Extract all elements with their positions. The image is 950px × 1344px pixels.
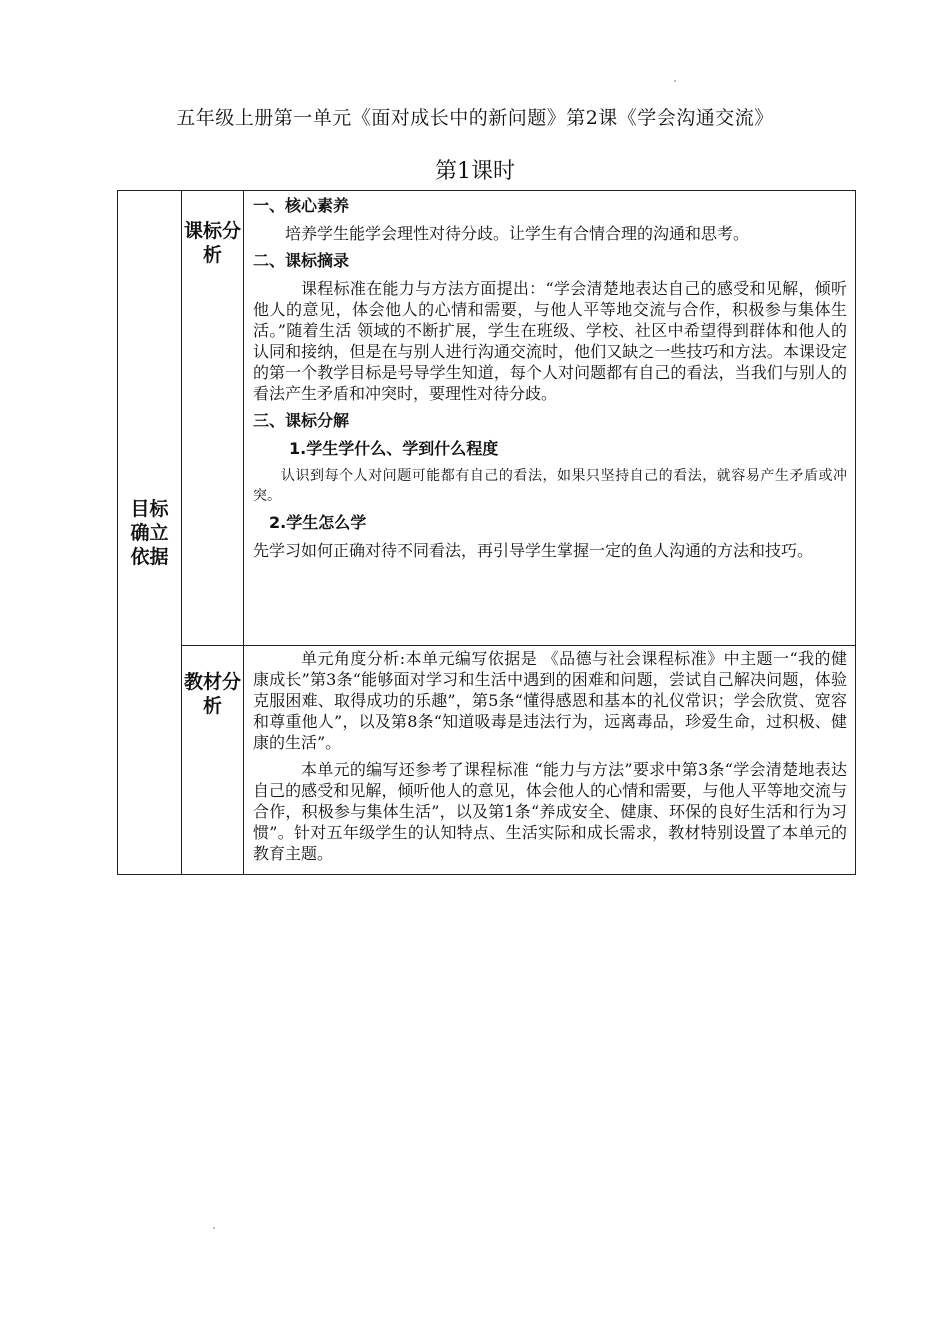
page-mark [674, 80, 676, 82]
section-label-cell [182, 646, 244, 875]
paragraph-standard-excerpt: 课程标准在能力与方法方面提出：“学会清楚地表达自己的感受和见解，倾听他人的意见，体会他人的心情和需要，与他人平等地交流与合作，积极参与集体生活。”随着生活 领域的不断扩展，学生在班级、学校、社区中希望得到群体和他人的认同和接纳，但是在与别人进行沟通交流时，他们又缺之一些技巧和方法。本课设定的第一个教学目标是号导学生知道，每个人对问题都有自己的看法，当我们与别人的看法产生矛盾和冲突时，要理性对待分歧。 [253, 279, 847, 403]
paragraph-core-literacy: 培养学生能学会理性对待分歧。让学生有合情合理的沟通和思考。 [285, 224, 750, 243]
paragraph-standard-reference: 本单元的编写还参考了课程标准 “能力与方法”要求中第3条“学会清楚地表达自己的感受和见解，倾听他人的意见，体会他人的心情和需要，与他人平等地交流与合作，积极参与集体生活”，以及第1条“养成安全、健康、环保的良好生活和行为习惯”。针对五年级学生的认知特点、生活实际和成长需求，教材特别设置了本单元的教育主题。 [253, 760, 847, 863]
page-mark [213, 1227, 215, 1229]
paragraph-what-to-learn: 认识到每个人对问题可能都有自己的看法，如果只坚持自己的看法，就容易产生矛盾或冲突。 [253, 468, 847, 504]
row-label: 目标确立依据 [130, 497, 169, 568]
heading-what-to-learn: 1.学生学什么、学到什么程度 [289, 439, 499, 458]
table-row [118, 191, 856, 646]
paragraph-unit-analysis: 单元角度分析:本单元编写依据是 《品德与社会课程标准》中主题一“我的健康成长”第3条“能够面对学习和生活中遇到的困难和问题，尝试自己解决问题，体验克服困难、取得成功的乐趣”，第5条“懂得感恩和基本的礼仪常识；学会欣赏、宽容和尊重他人”，以及第8条“知道吸毒是违法行为，远离毒品，珍爱生命，过积极、健康的生活”。 [253, 649, 847, 752]
document-title: 五年级上册第一单元《面对成长中的新问题》第2课《学会沟通交流》 [176, 107, 774, 129]
table-row [118, 646, 856, 875]
lesson-plan-table [117, 190, 856, 875]
section-label-textbook: 教材分析 [183, 671, 241, 717]
paragraph-how-to-learn: 先学习如何正确对待不同看法，再引导学生掌握一定的鱼人沟通的方法和技巧。 [253, 541, 814, 560]
section-label-curriculum: 课标分析 [183, 220, 241, 266]
section-content-textbook [244, 646, 856, 875]
document-subtitle: 第1课时 [435, 159, 515, 184]
section-content-curriculum [244, 191, 856, 646]
heading-core-literacy: 一、核心素养 [253, 196, 350, 215]
heading-standard-excerpt: 二、课标摘录 [253, 251, 350, 270]
heading-how-to-learn: 2.学生怎么学 [269, 513, 367, 532]
heading-standard-breakdown: 三、课标分解 [253, 411, 350, 430]
row-label-cell [118, 191, 182, 875]
section-label-cell [182, 191, 244, 646]
